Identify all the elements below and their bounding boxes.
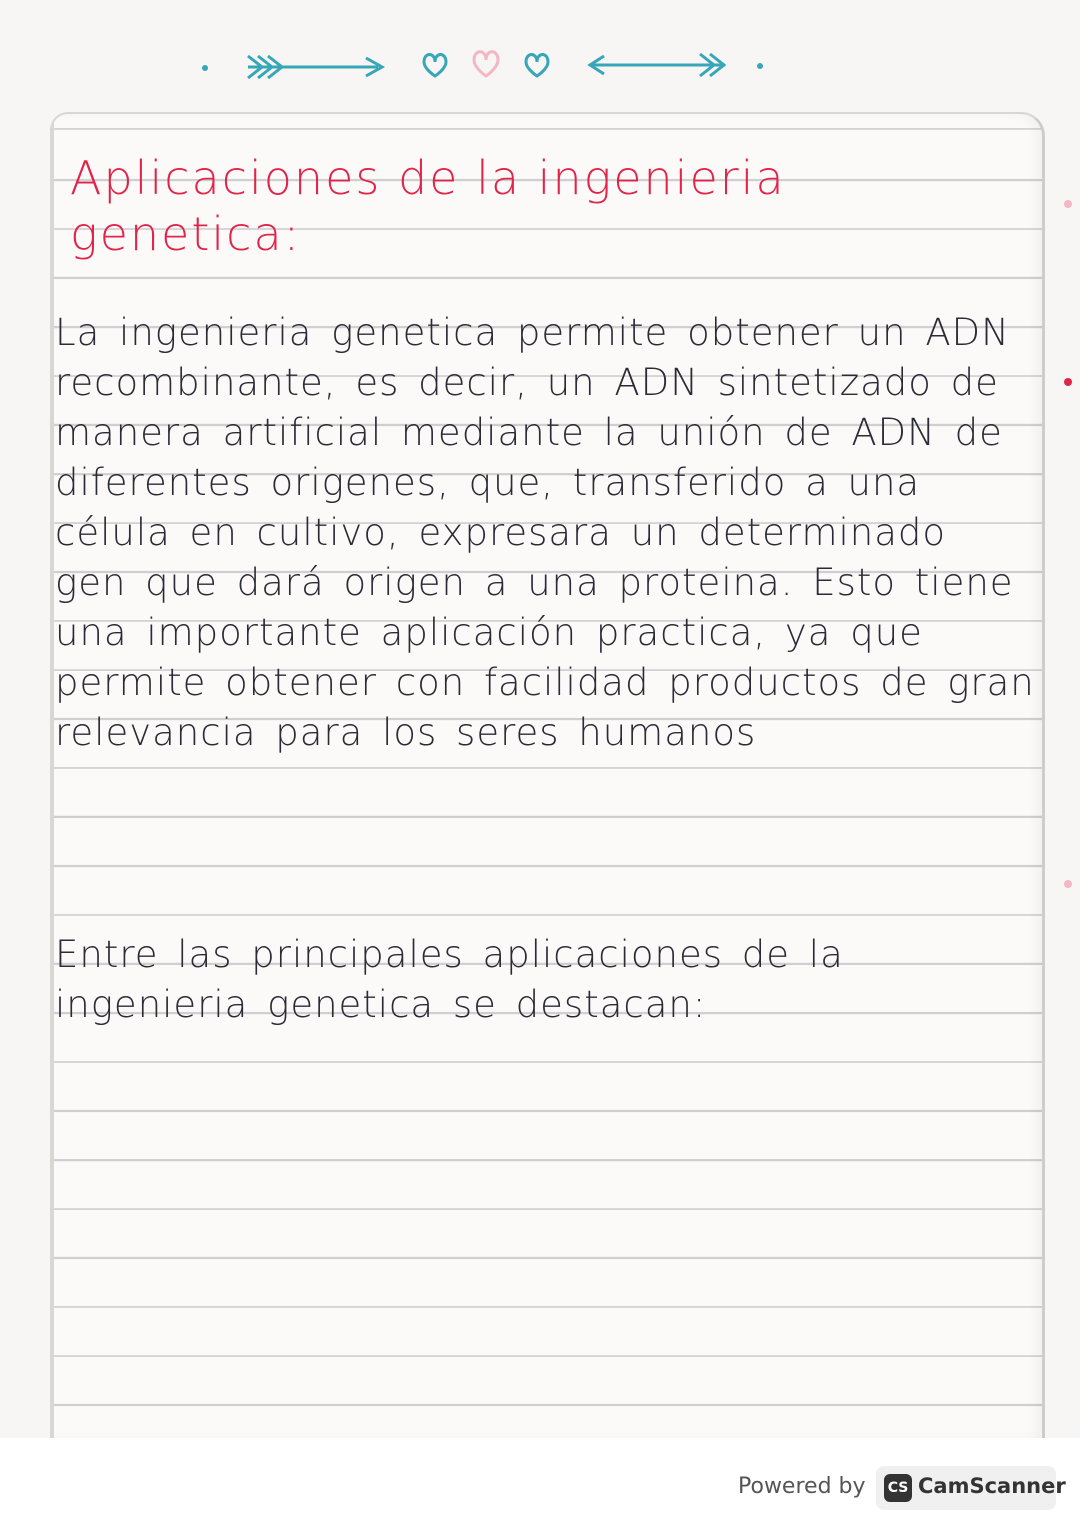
dot-icon xyxy=(202,65,208,71)
side-mark-pink xyxy=(1064,880,1072,888)
header-decoration xyxy=(0,30,1080,100)
page-title: Aplicaciones de la ingenieria genetica: xyxy=(70,151,786,261)
page-margin xyxy=(52,114,54,1439)
camscanner-brand: CamScanner xyxy=(918,1474,1066,1498)
powered-by-label: Powered by xyxy=(738,1474,866,1499)
arrow-left-icon xyxy=(590,54,725,76)
side-mark-pink xyxy=(1064,200,1072,208)
heart-icon xyxy=(424,55,446,77)
heart-icon xyxy=(526,55,548,77)
dot-icon xyxy=(757,63,763,69)
paragraph-definition: La ingenieria genetica permite obtener un ADN recombinante, es decir, un ADN sintetizado de manera artificial mediante la unión de ADN de diferentes origenes, que, transferido a una célula en cultivo, expresara un determinado gen que dará origen a una proteina. Esto tiene una importante aplicación practica, ya que permite obtener con facilidad productos de gran relevancia para los seres humanos xyxy=(55,311,1035,754)
camscanner-badge-icon: CS xyxy=(884,1474,912,1502)
side-mark-red xyxy=(1064,378,1072,386)
arrow-right-icon xyxy=(248,56,382,78)
paragraph-applications-intro: Entre las principales aplicaciones de la ingenieria genetica se destacan: xyxy=(55,933,844,1026)
heart-icon xyxy=(474,52,498,76)
